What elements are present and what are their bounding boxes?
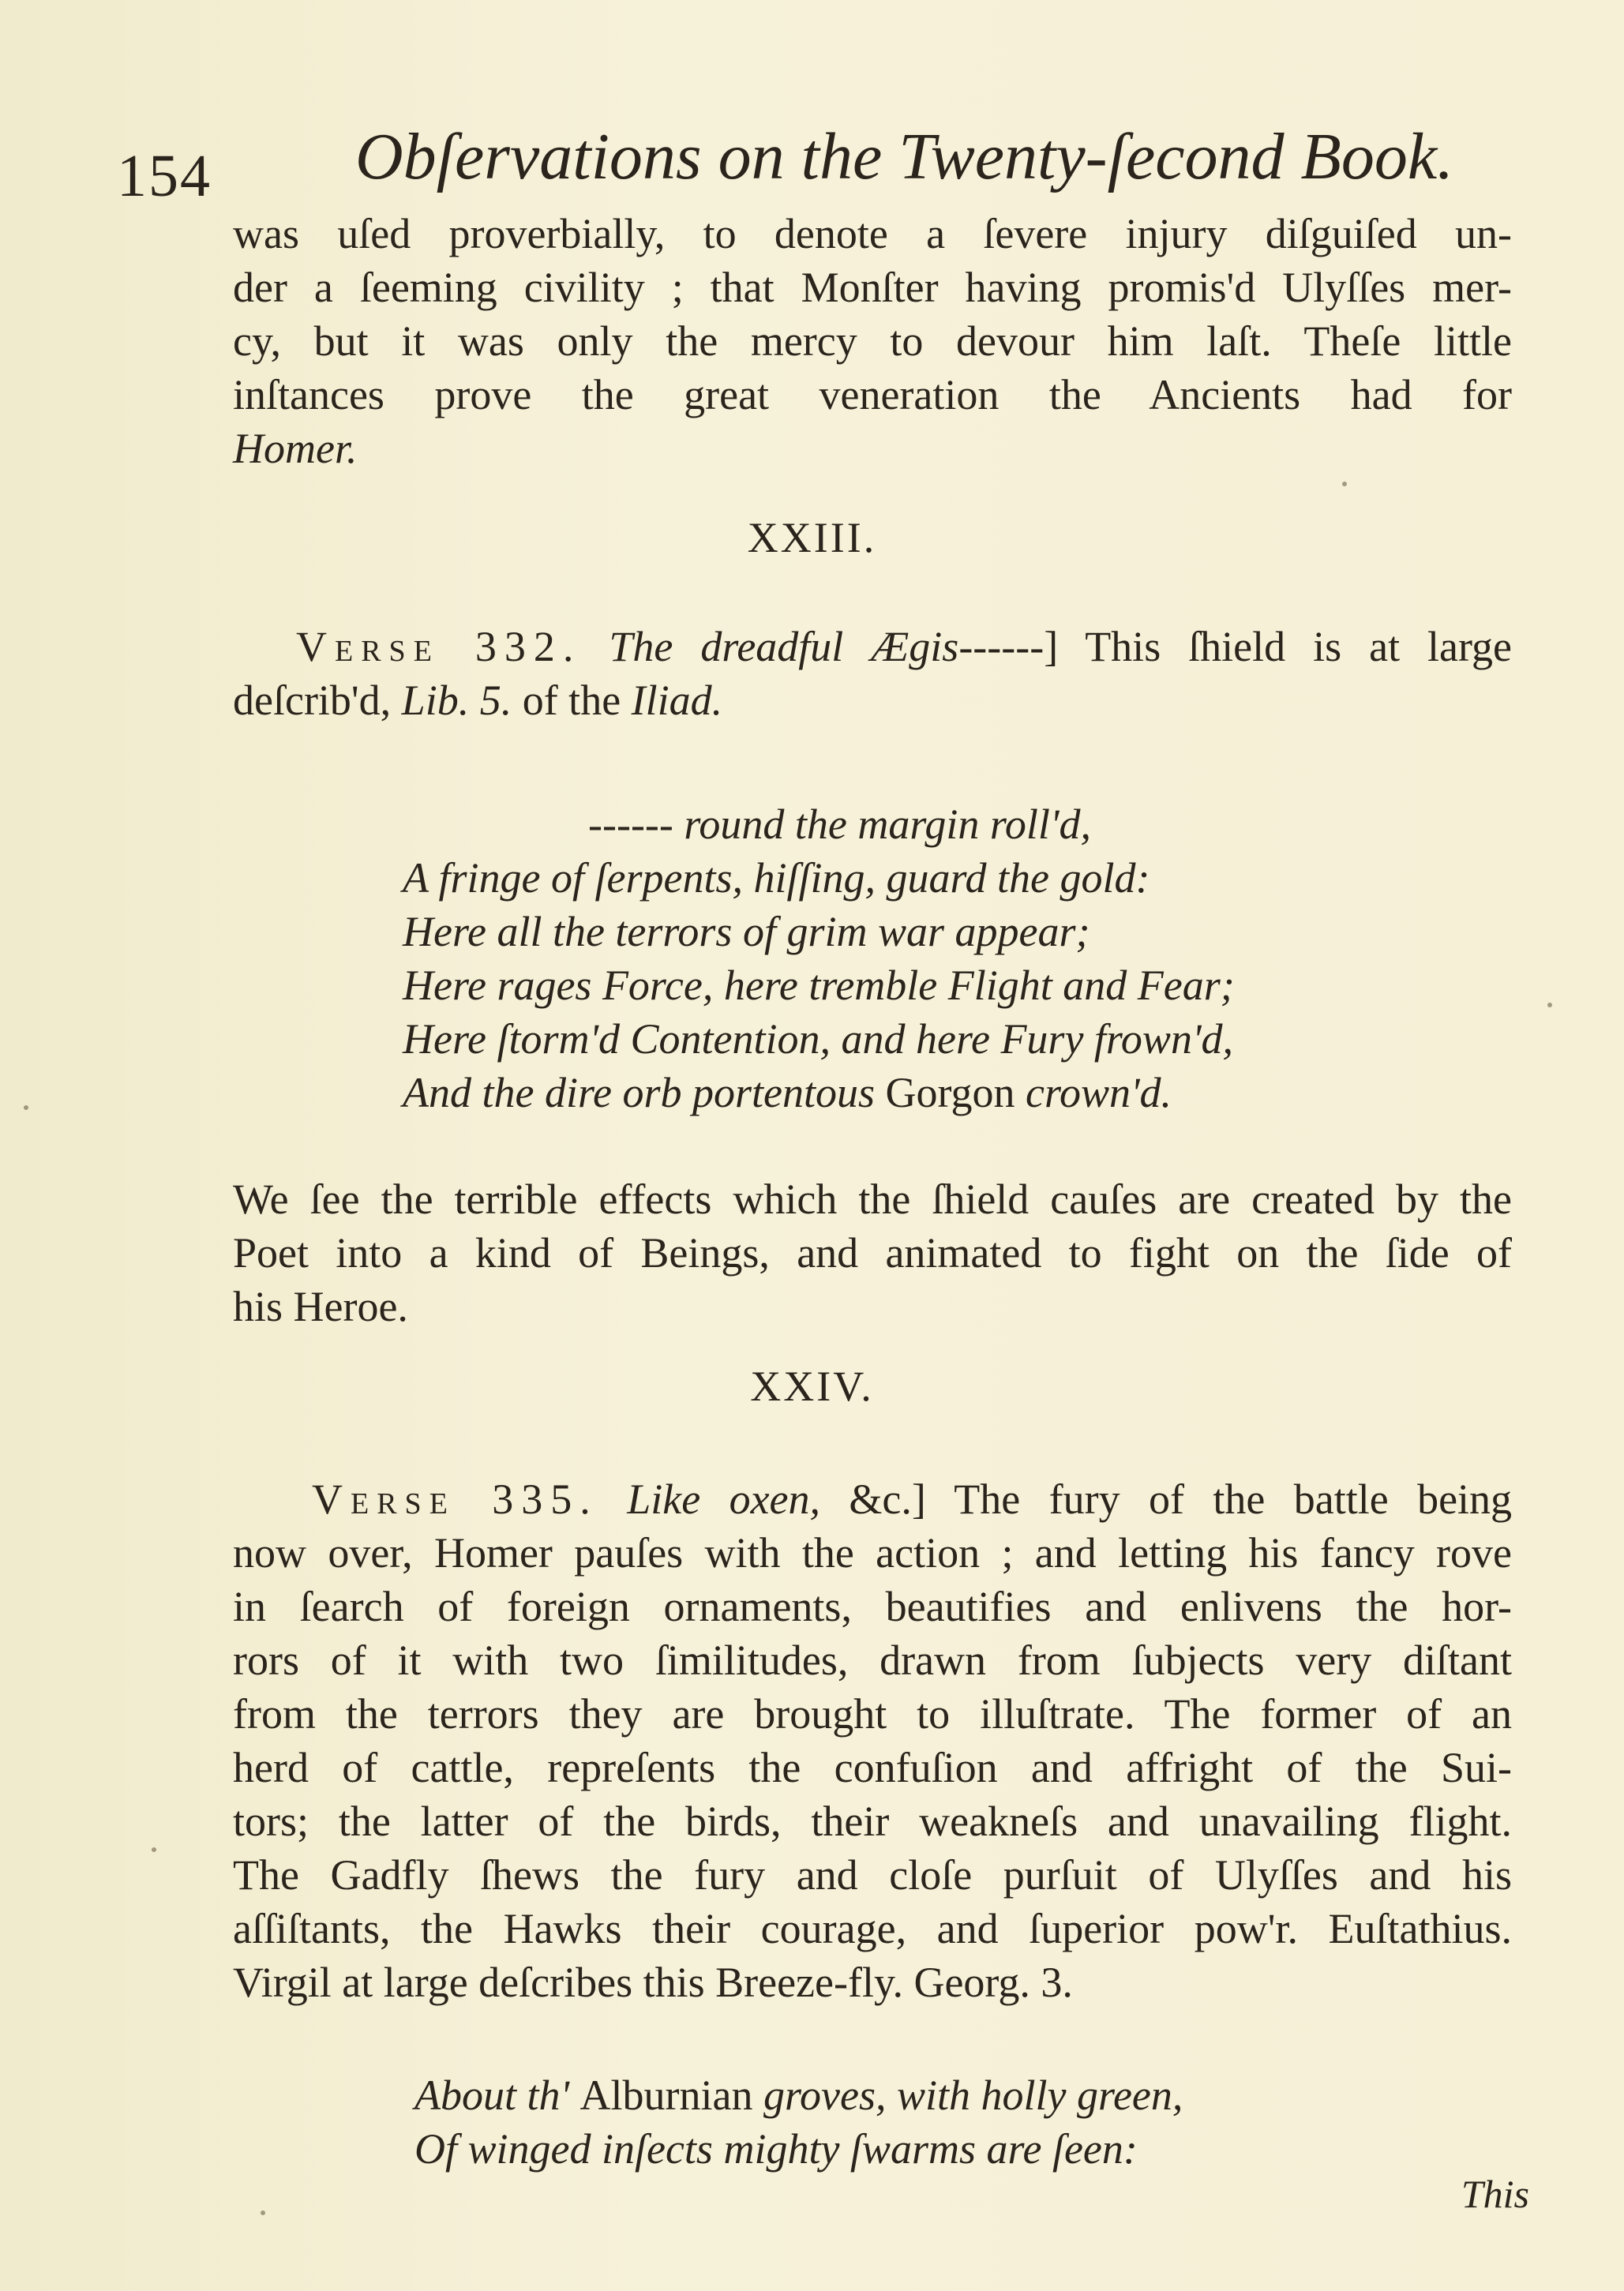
work-title: Iliad.	[631, 677, 723, 724]
verse-note-335-cont	[233, 1526, 1512, 2009]
text-line	[296, 620, 1512, 673]
text-line: Virgil at large deſcribes this Breeze-fly. Georg. 3.	[233, 1959, 1073, 2006]
verse-label: Verse 332.	[296, 623, 582, 670]
paper-speck	[1547, 1003, 1552, 1007]
paragraph-effects	[233, 1172, 1512, 1333]
text-fragment: groves, with holly green,	[763, 2072, 1183, 2119]
poem-line: ------ round the margin roll'd,	[588, 801, 1091, 848]
page-number: 154	[117, 143, 212, 209]
text-fragment: of the	[522, 677, 621, 724]
poem-line: Here ſtorm'd Contention, and here Fury frown'd,	[403, 1015, 1233, 1063]
poem-line: Here rages Force, here tremble Flight and Fear;	[403, 962, 1235, 1009]
text-line	[233, 673, 1512, 727]
text-line: herd of cattle, repreſents the confuſion and affright of the Sui-	[233, 1744, 1512, 1791]
text-fragment: About th'	[414, 2072, 570, 2119]
paper-speck	[261, 2210, 265, 2215]
text-line: The Gadfly ſhews the fury and cloſe purſuit of Ulyſſes and his	[233, 1851, 1512, 1899]
text-line: rors of it with two ſimilitudes, drawn from ſubjects very diſtant	[233, 1637, 1512, 1684]
text-line: in ſearch of foreign ornaments, beautifies and enlivens the hor-	[233, 1583, 1512, 1630]
poem-line: A fringe of ſerpents, hiſſing, guard the gold:	[403, 854, 1150, 902]
paper-speck	[1342, 482, 1347, 486]
text-line: Homer.	[233, 425, 358, 472]
verse-reference: The dreadful Ægis	[609, 623, 959, 670]
verse-reference: Like oxen,	[627, 1475, 821, 1523]
text-fragment: And the dire orb portentous	[403, 1069, 875, 1116]
text-fragment: deſcrib'd,	[233, 677, 392, 724]
poem-line	[403, 1066, 1235, 1119]
running-title: Obſervations on the Twenty-ſecond Book.	[355, 120, 1454, 193]
book-reference: Lib. 5.	[401, 677, 512, 724]
verse-label: Verse 335.	[312, 1475, 598, 1523]
text-line: inſtances prove the great veneration the Ancients had for	[233, 371, 1512, 418]
text-fragment: ------] This ſhield is at large	[958, 623, 1512, 670]
verse-note-335	[312, 1472, 1512, 1526]
text-line: his Heroe.	[233, 1283, 408, 1330]
section-heading-xxiv: XXIV.	[750, 1363, 874, 1410]
text-line: now over, Homer pauſes with the action ; and letting his fancy rove	[233, 1529, 1512, 1577]
section-heading-xxiii: XXIII.	[747, 514, 877, 561]
verse-note-332	[296, 620, 1512, 673]
paragraph-continuation	[233, 207, 1512, 475]
text-line: We ſee the terrible effects which the ſhield cauſes are created by the	[233, 1175, 1512, 1223]
poem-line	[414, 2068, 1183, 2122]
text-line	[312, 1472, 1512, 1526]
paper-speck	[24, 1105, 28, 1110]
text-fragment: Alburnian	[579, 2072, 753, 2119]
poem-line: Here all the terrors of grim war appear;	[403, 908, 1090, 955]
verse-note-332-cont	[233, 673, 1512, 727]
text-line: aſſiſtants, the Hawks their courage, and ſuperior pow'r. Euſtathius.	[233, 1905, 1512, 1952]
text-line: tors; the latter of the birds, their weakneſs and unavailing flight.	[233, 1798, 1512, 1845]
catchword: This	[1461, 2172, 1529, 2216]
quoted-poem-1	[403, 797, 1235, 1119]
text-fragment: &c.] The fury of the battle being	[849, 1475, 1513, 1523]
text-line: from the terrors they are brought to illuſtrate. The former of an	[233, 1690, 1512, 1738]
text-line: was uſed proverbially, to denote a ſevere injury diſguiſed un-	[233, 210, 1512, 257]
page-header	[111, 111, 1547, 209]
quoted-poem-2	[414, 2068, 1183, 2176]
poem-line: Of winged inſects mighty ſwarms are ſeen:	[414, 2125, 1138, 2173]
text-fragment: Gorgon	[885, 1069, 1015, 1116]
text-fragment: crown'd.	[1025, 1069, 1172, 1116]
paper-speck	[152, 1847, 156, 1852]
text-line: Poet into a kind of Beings, and animated to fight on the ſide of	[233, 1229, 1512, 1277]
text-line: der a ſeeming civility ; that Monſter having promis'd Ulyſſes mer-	[233, 264, 1512, 311]
text-line: cy, but it was only the mercy to devour him laſt. Theſe little	[233, 317, 1512, 365]
